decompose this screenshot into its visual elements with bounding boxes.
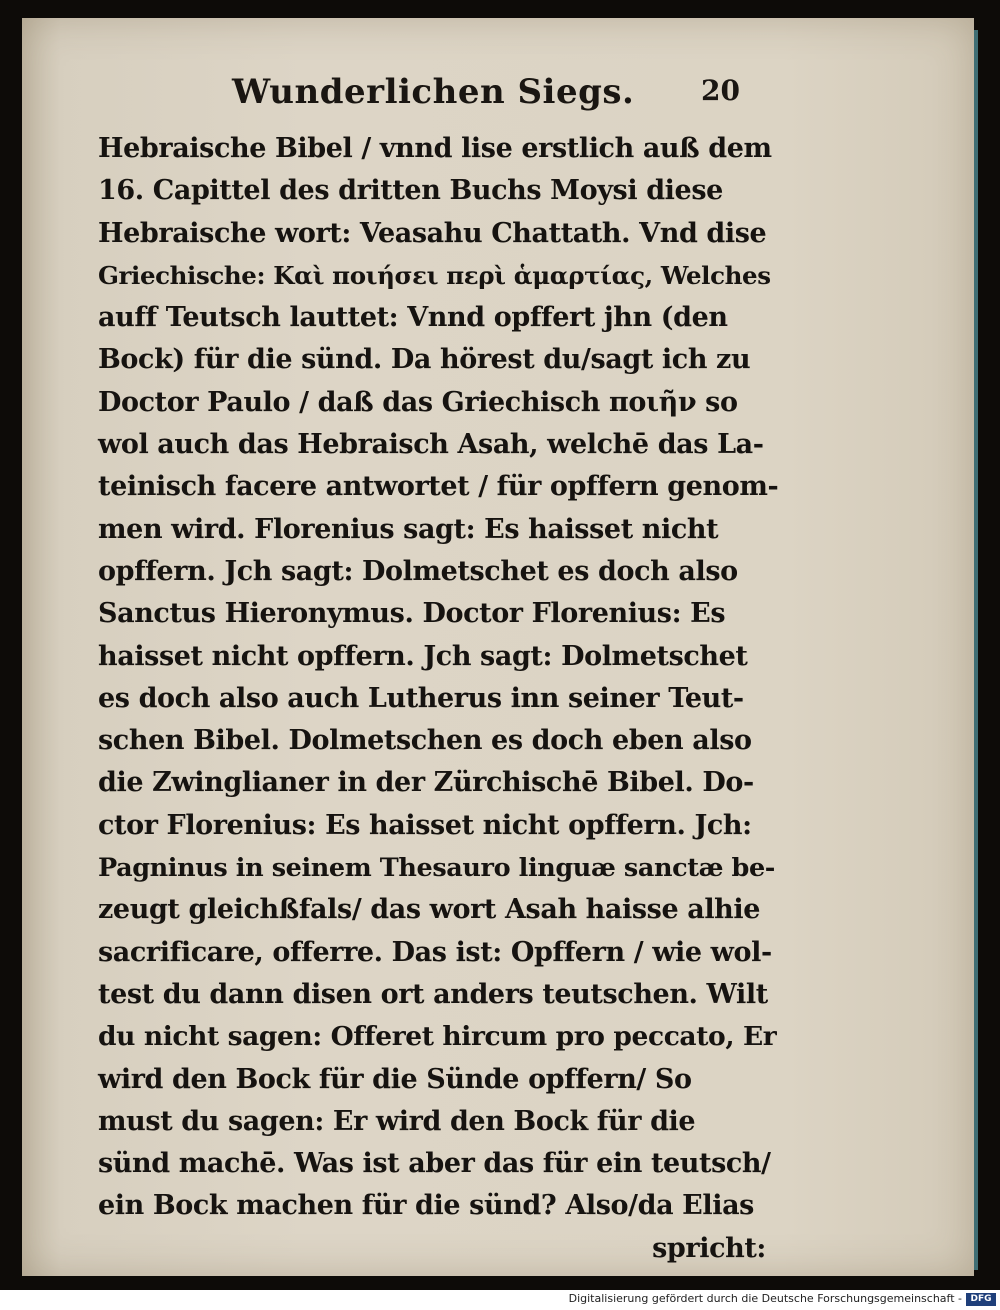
text-line: test du dann disen ort anders teutschen. Wilt — [98, 978, 768, 1010]
text-line: Griechische: Καὶ ποιήσει περὶ ἁμαρτίας, Welches — [98, 260, 771, 290]
dfg-logo: DFG — [966, 1293, 996, 1306]
text-line: 16. Capittel des dritten Buchs Moysi diese — [98, 175, 723, 207]
catchword: spricht: — [652, 1232, 766, 1264]
footer-bar — [0, 1290, 1000, 1310]
text-line: sünd machē. Was ist aber das für ein teutsch/ — [98, 1148, 771, 1180]
text-line: zeugt gleichßfals/ das wort Asah haisse alhie — [98, 894, 761, 926]
running-head: Wunderlichen Siegs. — [232, 72, 635, 112]
text-line: ein Bock machen für die sünd? Also/da Elias — [98, 1190, 754, 1222]
text-line: schen Bibel. Dolmetschen es doch eben also — [98, 725, 752, 757]
text-line: Hebraische wort: Veasahu Chattath. Vnd dise — [98, 217, 767, 249]
text-line: must du sagen: Er wird den Bock für die — [98, 1105, 696, 1137]
text-line: du nicht sagen: Offeret hircum pro peccato, Er — [98, 1021, 777, 1053]
page-number: 20 — [701, 74, 740, 107]
text-line: Bock) für die sünd. Da hörest du/sagt ich zu — [98, 344, 751, 376]
funding-credit: Digitalisierung gefördert durch die Deutsche Forschungsgemeinschaft - — [568, 1292, 962, 1305]
body-text — [98, 128, 778, 1270]
text-line: sacrificare, offerre. Das ist: Opffern / wie wol- — [98, 936, 772, 968]
text-line: teinisch facere antwortet / für opffern genom- — [98, 471, 779, 503]
text-line: men wird. Florenius sagt: Es haisset nicht — [98, 513, 719, 545]
text-line: ctor Florenius: Es haisset nicht opffern. Jch: — [98, 809, 752, 841]
text-line: es doch also auch Lutherus inn seiner Teut- — [98, 682, 744, 714]
text-line: wird den Bock für die Sünde opffern/ So — [98, 1063, 692, 1095]
text-line: Hebraische Bibel / vnnd lise erstlich auß dem — [98, 133, 772, 164]
text-line: haisset nicht opffern. Jch sagt: Dolmetschet — [98, 640, 748, 672]
text-line: auff Teutsch lauttet: Vnnd opffert jhn (den — [98, 302, 728, 334]
text-line: die Zwinglianer in der Zürchischē Bibel. Do- — [98, 767, 754, 799]
page-header — [232, 72, 752, 124]
text-line: wol auch das Hebraisch Asah, welchē das La- — [98, 429, 764, 461]
text-line: Sanctus Hieronymus. Doctor Florenius: Es — [98, 598, 726, 630]
text-line: Doctor Paulo / daß das Griechisch ποιῆν so — [98, 386, 738, 418]
text-line: Pagninus in seinem Thesauro linguæ sanctæ be- — [98, 853, 775, 884]
text-line: opffern. Jch sagt: Dolmetschet es doch also — [98, 555, 738, 587]
